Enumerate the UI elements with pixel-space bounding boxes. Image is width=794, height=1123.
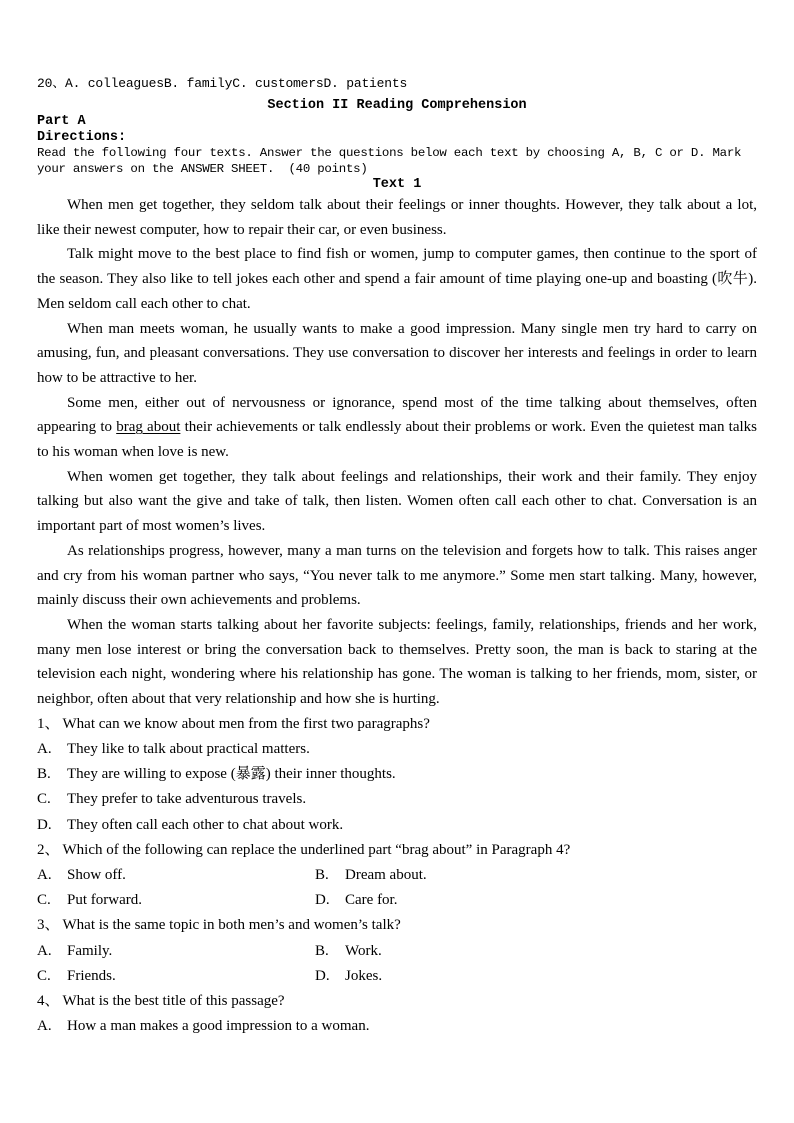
option-text: Work. bbox=[345, 942, 382, 959]
question-1 bbox=[37, 712, 757, 737]
question-2-option-b bbox=[315, 863, 427, 888]
paragraph-3: When man meets woman, he usually wants to make a good impression. Many single men try hard to carry on amusing, fun, and pleasant conversations. They use conversation to discover her interests and feelings in order to learn how to be attractive to her. bbox=[37, 320, 757, 386]
option-text: Dream about. bbox=[345, 866, 427, 883]
question-4 bbox=[37, 989, 757, 1014]
paragraph-1: When men get together, they seldom talk about their feelings or inner thoughts. However, they talk about a lot, like their newest computer, how to repair their car, or even business. bbox=[37, 197, 757, 238]
option-text: Put forward. bbox=[67, 892, 142, 909]
question-2-option-a bbox=[37, 863, 315, 888]
option-text: Show off. bbox=[67, 866, 126, 883]
question-2-options-row-1 bbox=[37, 863, 757, 888]
question-3-text: What is the same topic in both men’s and women’s talk? bbox=[62, 917, 401, 934]
option-label: C. bbox=[37, 791, 51, 808]
question-1-option-d bbox=[37, 813, 757, 838]
directions-label: Directions: bbox=[37, 130, 127, 145]
option-label: B. bbox=[315, 942, 329, 959]
section-title: Section II Reading Comprehension bbox=[267, 98, 527, 113]
option-label: A. bbox=[37, 942, 52, 959]
paragraph-5: When women get together, they talk about feelings and relationships, their work and their family. They enjoy talking but also want the give and take of talk, then listen. Women often call each other to chat. Conversation is an important part of most women’s lives. bbox=[37, 468, 757, 535]
question-3-option-a bbox=[37, 939, 315, 964]
option-label: A. bbox=[37, 740, 52, 757]
option-text: Jokes. bbox=[345, 967, 383, 984]
question-2-options-row-2 bbox=[37, 888, 757, 913]
directions-text: Read the following four texts. Answer the questions below each text by choosing A, B, C or D. Mark your answers on the ANSWER SHEET. (40 points) bbox=[37, 146, 749, 176]
question-3 bbox=[37, 913, 757, 938]
question-20-line: 20、A. colleaguesB. familyC. customersD. patients bbox=[37, 76, 408, 91]
option-text: Care for. bbox=[345, 892, 398, 909]
option-text: They are willing to expose (暴露) their inner thoughts. bbox=[67, 766, 396, 783]
option-label: D. bbox=[315, 967, 330, 984]
question-1-number: 1、 bbox=[37, 715, 60, 732]
question-4-text: What is the best title of this passage? bbox=[62, 993, 285, 1009]
text-title: Text 1 bbox=[372, 177, 422, 192]
question-3-option-c bbox=[37, 964, 315, 989]
reading-passage bbox=[37, 193, 757, 712]
paragraph-4-pre: Some men, either out of nervousness or ignorance, spend most of the time talking about themselves, often appearing to bbox=[37, 394, 757, 436]
option-label: D. bbox=[315, 892, 330, 909]
question-2-number: 2、 bbox=[37, 841, 60, 858]
question-2-option-c bbox=[37, 888, 315, 913]
paragraph-2: Talk might move to the best place to find fish or women, jump to computer games, then continue to the sport of the season. They also like to tell jokes each other and spend a fair amount of time playing one-up and boasting (吹牛). Men seldom call each other to chat. bbox=[37, 246, 757, 312]
option-text: How a man makes a good impression to a woman. bbox=[67, 1018, 370, 1035]
question-1-option-a bbox=[37, 737, 757, 762]
question-3-number: 3、 bbox=[37, 917, 60, 934]
question-3-option-b bbox=[315, 939, 382, 964]
paragraph-4-post: their achievements or talk endlessly about their problems or work. Even the quietest man talks to his woman when love is new. bbox=[37, 419, 757, 461]
question-2-option-d bbox=[315, 888, 397, 913]
option-text: They like to talk about practical matters. bbox=[67, 740, 310, 757]
question-3-options-row-2 bbox=[37, 964, 757, 989]
question-1-option-b bbox=[37, 762, 757, 787]
question-4-number: 4、 bbox=[37, 993, 60, 1009]
question-3-options-row-1 bbox=[37, 939, 757, 964]
question-4-option-a bbox=[37, 1014, 757, 1039]
question-1-text: What can we know about men from the first two paragraphs? bbox=[62, 715, 430, 732]
option-label: D. bbox=[37, 816, 52, 833]
option-text: They often call each other to chat about work. bbox=[67, 816, 344, 833]
option-label: B. bbox=[37, 766, 51, 783]
option-text: They prefer to take adventurous travels. bbox=[67, 791, 307, 808]
option-label: C. bbox=[37, 967, 51, 984]
questions-section bbox=[37, 712, 757, 1040]
question-1-option-c bbox=[37, 787, 757, 812]
question-3-option-d bbox=[315, 964, 382, 989]
part-label: Part A bbox=[37, 114, 86, 129]
option-text: Family. bbox=[67, 942, 113, 959]
option-text: Friends. bbox=[67, 967, 116, 984]
option-label: B. bbox=[315, 866, 329, 883]
option-label: C. bbox=[37, 892, 51, 909]
question-2 bbox=[37, 838, 757, 863]
underlined-phrase: brag about bbox=[116, 419, 181, 436]
paragraph-7: When the woman starts talking about her favorite subjects: feelings, family, relationships, friends and her work, many men lose interest or bring the conversation back to themselves. Pretty soon, the man is back to staring at the television each night, wondering where his relationship has gone. The woman is talking to her friends, mom, sister, or neighbor, often about that very relationship and how she is hurting. bbox=[37, 616, 757, 708]
paragraph-4 bbox=[37, 391, 757, 465]
question-2-text: Which of the following can replace the underlined part “brag about” in Paragraph 4? bbox=[62, 841, 571, 858]
paragraph-6: As relationships progress, however, many a man turns on the television and forgets how to talk. This raises anger and cry from his woman partner who says, “You never talk to me anymore.” Some men start talking. Many, however, mainly discuss their own achievements and problems. bbox=[37, 542, 757, 609]
option-label: A. bbox=[37, 1018, 52, 1035]
option-label: A. bbox=[37, 866, 52, 883]
